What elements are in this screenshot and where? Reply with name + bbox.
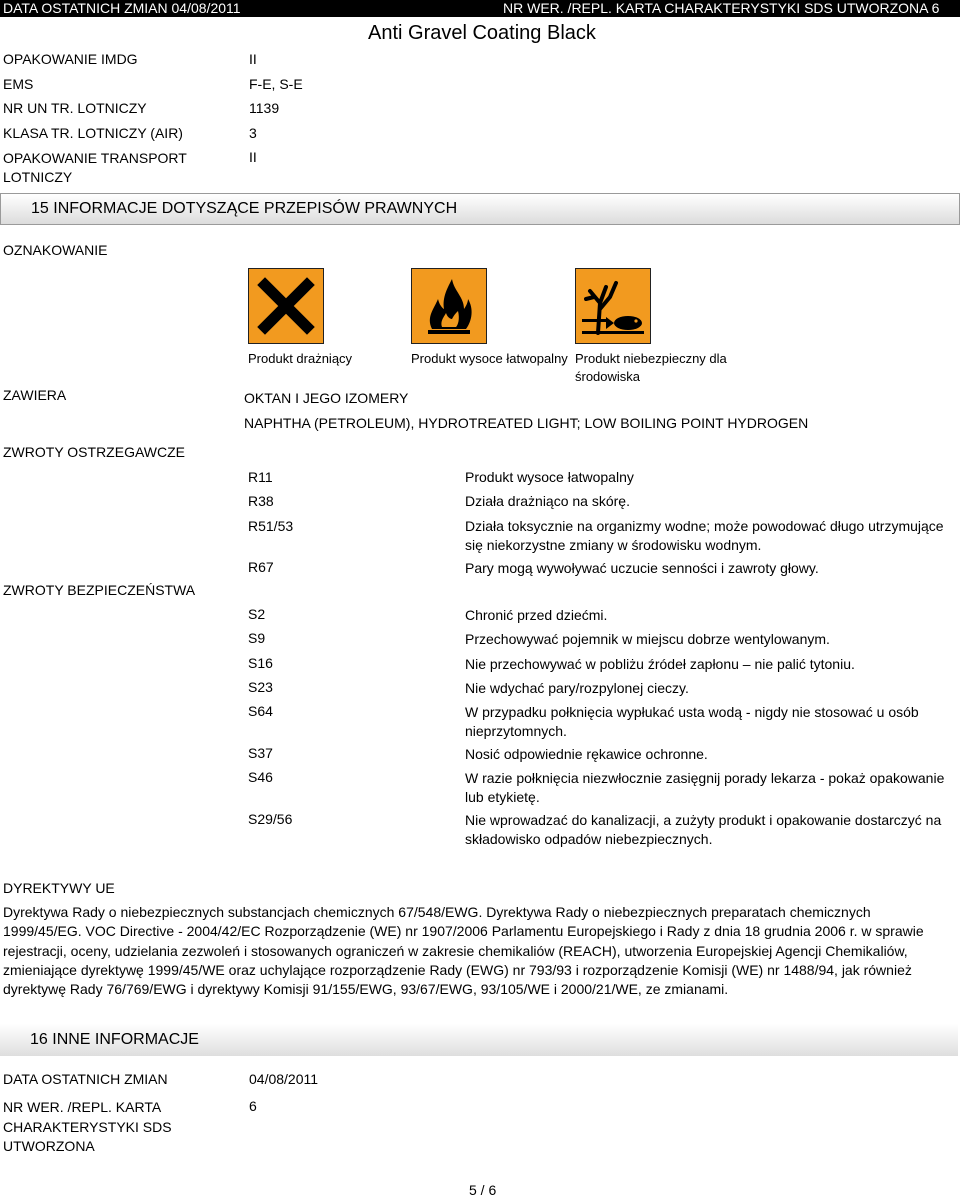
- section-16-header: [0, 1024, 958, 1056]
- flame-icon: [411, 268, 487, 344]
- transport-value-class: 3: [249, 125, 257, 141]
- dead-tree-fish-icon: [575, 268, 651, 344]
- transport-label-ems: EMS: [3, 76, 34, 92]
- labeling-label: OZNAKOWANIE: [3, 242, 108, 258]
- safety-code: S29/56: [248, 811, 293, 827]
- safety-text: Nie przechowywać w pobliżu źródeł zapłonu – nie palić tytoniu.: [465, 656, 855, 672]
- safety-text: Nosić odpowiednie rękawice ochronne.: [465, 746, 708, 762]
- risk-phrases-label: ZWROTY OSTRZEGAWCZE: [3, 444, 185, 460]
- risk-code: R11: [248, 469, 273, 485]
- transport-label-class: KLASA TR. LOTNICZY (AIR): [3, 125, 183, 141]
- last-change-value: 04/08/2011: [249, 1071, 319, 1087]
- header-bar: [0, 0, 960, 17]
- safety-code: S64: [248, 703, 273, 719]
- header-version: NR WER. /REPL. KARTA CHARAKTERYSTYKI SDS UTWORZONA 6: [503, 0, 940, 16]
- contains-label: ZAWIERA: [3, 387, 67, 403]
- pictogram-label-environment: Produkt niebezpieczny dla środowiska: [575, 351, 727, 384]
- safety-text: W przypadku połknięcia wypłukać usta wodą - nigdy nie stosować u osób nieprzytomnych.: [465, 704, 919, 739]
- pictogram-label-irritant: Produkt drażniący: [248, 351, 353, 366]
- safety-text: Nie wprowadzać do kanalizacji, a zużyty produkt i opakowanie dostarczyć na składowisko odpadów niebezpiecznych.: [465, 812, 942, 847]
- safety-code: S37: [248, 745, 273, 761]
- contains-item: NAPHTHA (PETROLEUM), HYDROTREATED LIGHT; LOW BOILING POINT HYDROGEN: [244, 415, 809, 431]
- section-16-title: 16 INNE INFORMACJE: [30, 1031, 199, 1048]
- risk-code: R38: [248, 493, 274, 509]
- harmful-cross-icon: [248, 268, 324, 344]
- directives-text: Dyrektywa Rady o niebezpiecznych substancjach chemicznych 67/548/EWG. Dyrektywa Rady o niebezpiecznych preparatach chemicznych 1999/45/EG. VOC Directive - 2004/42/EC Rozporządzenie (WE) nr 1907/2006 Parlamentu Europejskiego i Rady z dnia 18 grudnia 2006 r. w sprawie rejestracji, oceny, udzielania zezwoleń i stosowanych ograniczeń w zakresie chemikaliów (REACH), utworzenia Europejskiej Agencji Chemikaliów, zmieniające dyrektywę 1999/45/WE oraz uchylające rozporządzenie Rady (EWG) nr 793/93 i rozporządzenie Komisji (WE) nr 1488/94, jak również dyrektywę Rady 76/769/EWG i dyrektywy Komisji 91/155/EWG, 93/67/EWG, 93/105/WE i 2000/21/WE, ze zmianami.: [3, 904, 924, 998]
- risk-text: Działa drażniąco na skórę.: [465, 493, 630, 509]
- section-15-header: [0, 193, 960, 225]
- version-label: NR WER. /REPL. KARTA CHARAKTERYSTYKI SDS UTWORZONA: [3, 1099, 172, 1154]
- safety-text: Chronić przed dziećmi.: [465, 607, 608, 623]
- transport-value-air-pack: II: [249, 149, 257, 165]
- risk-text: Produkt wysoce łatwopalny: [465, 469, 634, 485]
- risk-text: Działa toksycznie na organizmy wodne; może powodować długo utrzymujące się niekorzystne zmiany w środowisku wodnym.: [465, 518, 944, 553]
- risk-code: R67: [248, 559, 274, 575]
- safety-text: Przechowywać pojemnik w miejscu dobrze wentylowanym.: [465, 631, 830, 647]
- transport-value-imdg: II: [249, 51, 257, 67]
- safety-code: S2: [248, 606, 266, 622]
- transport-value-ems: F-E, S-E: [249, 76, 303, 92]
- transport-value-un: 1139: [249, 100, 280, 116]
- safety-code: S23: [248, 679, 273, 695]
- safety-text: W razie połknięcia niezwłocznie zasięgnij porady lekarza - pokaż opakowanie lub etykietę.: [465, 770, 945, 805]
- pictogram-label-flammable: Produkt wysoce łatwopalny: [411, 351, 568, 366]
- transport-label-imdg: OPAKOWANIE IMDG: [3, 51, 138, 67]
- safety-phrases-label: ZWROTY BEZPIECZEŃSTWA: [3, 582, 196, 598]
- document-title: Anti Gravel Coating Black: [368, 22, 596, 44]
- safety-code: S9: [248, 630, 266, 646]
- last-change-label: DATA OSTATNICH ZMIAN: [3, 1071, 168, 1087]
- safety-code: S16: [248, 655, 273, 671]
- safety-code: S46: [248, 769, 273, 785]
- directives-label: DYREKTYWY UE: [3, 880, 115, 896]
- version-value: 6: [249, 1098, 257, 1114]
- page-number: 5 / 6: [469, 1182, 497, 1198]
- safety-text: Nie wdychać pary/rozpylonej cieczy.: [465, 680, 689, 696]
- contains-item: OKTAN I JEGO IZOMERY: [244, 390, 409, 406]
- risk-text: Pary mogą wywoływać uczucie senności i zawroty głowy.: [465, 560, 819, 576]
- section-15-title: 15 INFORMACJE DOTYSZĄCE PRZEPISÓW PRAWNYCH: [31, 200, 458, 217]
- transport-label-air-pack: OPAKOWANIE TRANSPORT LOTNICZY: [3, 150, 187, 185]
- transport-label-un: NR UN TR. LOTNICZY: [3, 100, 147, 116]
- risk-code: R51/53: [248, 518, 294, 534]
- header-date: DATA OSTATNICH ZMIAN 04/08/2011: [3, 0, 241, 16]
